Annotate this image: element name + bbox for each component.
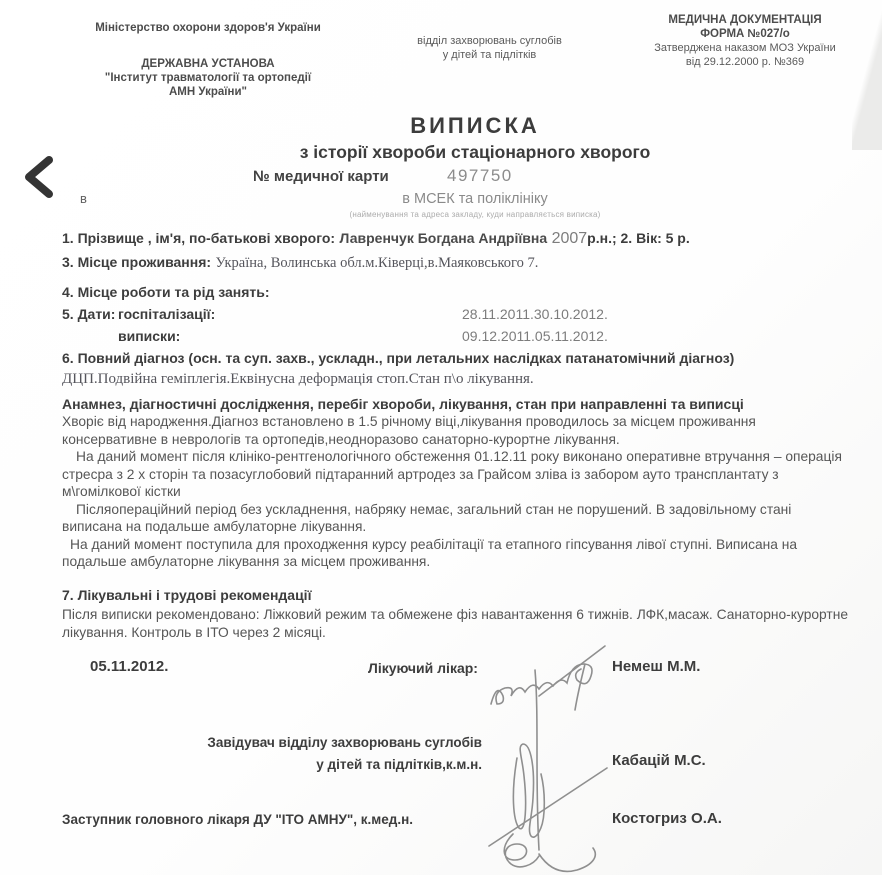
patient-age-suffix: р.н.; 2. Вік: 5 р.: [587, 230, 690, 246]
residence-label: 3. Місце проживання:: [62, 254, 212, 270]
anamnesis-paragraph-1: Хворіє від народження.Діагноз встановлено в 1.5 річному віці,лікування проводилось за місцем проживання консервативне в неврологів та ортопедів,неодноразово санаторно-курортне лікування.: [62, 414, 756, 447]
discharge-label: виписки:: [118, 328, 181, 344]
head-of-department-role-line2: у дітей та підлітків,к.м.н.: [316, 757, 482, 772]
department-line2: у дітей та підлітків: [442, 49, 537, 61]
deputy-chief-name: Костогриз О.А.: [612, 810, 722, 827]
field-occupation-label: 4. Місце роботи та рід занять:: [62, 284, 270, 300]
page-title: ВИПИСКА: [410, 113, 540, 138]
form-number: ФОРМА №027/о: [700, 28, 790, 40]
anamnesis-paragraph-3: Післяопераційний період без ускладнення, набряку немає, загальний стан не порушений. В задовільному стані виписана на подальше амбулаторне лікування.: [62, 501, 792, 534]
handwritten-signatures: [455, 598, 655, 875]
anamnesis-paragraph-2: На даний момент після клініко-рентгенологічного обстеження 01.12.11 року виконано оперативне втручання – операція стресра з 2 х сторін та позасуглобовий підтаранний артродез за Грайсом зліва із забором ауто трансплантату з м\гомілкової кістки: [62, 449, 842, 499]
card-number-value: 497750: [447, 166, 513, 185]
anamnesis-body: [62, 413, 854, 571]
head-of-department-name: Кабацій М.С.: [612, 752, 706, 769]
department-line1: відділ захворювань суглобів: [417, 35, 562, 47]
ministry-name: Міністерство охорони здоров'я України: [95, 22, 321, 34]
discharge-dates: 09.12.2011.05.11.2012.: [462, 328, 608, 344]
destination-value: в МСЕК та поліклініку: [402, 191, 548, 207]
form-approved-by: Затверджена наказом МОЗ України: [654, 42, 836, 54]
anamnesis-label: Анамнез, діагностичні дослідження, перебіг хвороби, лікування, стан при направленні та виписці: [62, 396, 744, 412]
dates-label: 5. Дати:: [62, 306, 116, 322]
patient-name-label: 1. Прізвище , ім'я, по-батькові хворого:: [62, 230, 336, 246]
org-name-line2: "Інститут травматології та ортопедії: [104, 72, 312, 84]
residence-value: Україна, Волинська обл.м.Ківерці,в.Маяковського 7.: [215, 255, 539, 271]
page-subtitle: з історії хвороби стаціонарного хворого: [299, 142, 651, 162]
recommendations-label: 7. Лікувальні і трудові рекомендації: [62, 587, 312, 603]
form-doc-type: МЕДИЧНА ДОКУМЕНТАЦІЯ: [668, 14, 822, 26]
attending-doctor-label: Лікуючий лікар:: [368, 660, 478, 676]
recommendations-body: Після виписки рекомендовано: Ліжковий режим та обмежене фіз навантаження 6 тижнів. ЛФК,масаж. Санаторно-курортне лікування. Контроль в ІТО через 2 місяці.: [62, 607, 849, 640]
patient-name-value: Лавренчук Богдана Андріївна: [339, 230, 548, 246]
org-name-line1: ДЕРЖАВНА УСТАНОВА: [141, 58, 275, 70]
destination-caption: (найменування та адреса закладу, куди направляється виписка): [349, 210, 601, 219]
form-approved-date: від 29.12.2000 р. №369: [685, 56, 805, 68]
card-number-label: № медичної карти: [253, 168, 389, 185]
document-date: 05.11.2012.: [90, 658, 169, 675]
diagnosis-label: 6. Повний діагноз (осн. та суп. захв., ускладн., при летальних наслідках патанатомічний діагноз): [62, 350, 735, 366]
deputy-chief-role: Заступник головного лікаря ДУ "ІТО АМНУ", к.мед.н.: [62, 812, 413, 827]
head-of-department-role: [190, 732, 482, 776]
department-header: [382, 34, 597, 62]
attending-doctor-name: Немеш М.М.: [612, 658, 701, 675]
hospitalization-label: госпіталізації:: [118, 306, 216, 322]
signature-strokes: [455, 598, 655, 875]
head-of-department-role-line1: Завідувач відділу захворювань суглобів: [207, 735, 482, 750]
form-info-header: [615, 13, 875, 69]
patient-birth-year: 2007: [551, 230, 588, 247]
diagnosis-value: ДЦП.Подвійна геміплегія.Еквінусна деформація стоп.Стан п\о лікування.: [62, 371, 534, 387]
anamnesis-paragraph-4: На даний момент поступила для проходження курсу реабілітації та етапного гіпсування лівої ступні. Виписана на подальше амбулаторне лікування за місцем проживання.: [62, 536, 798, 569]
field-residence: [62, 254, 862, 272]
org-name-line3: АМН України": [169, 86, 247, 98]
hospitalization-dates: 28.11.2011.30.10.2012.: [462, 306, 608, 322]
field-patient-name: [62, 230, 862, 248]
destination-prefix: в: [80, 191, 87, 206]
ministry-header: [88, 21, 328, 99]
